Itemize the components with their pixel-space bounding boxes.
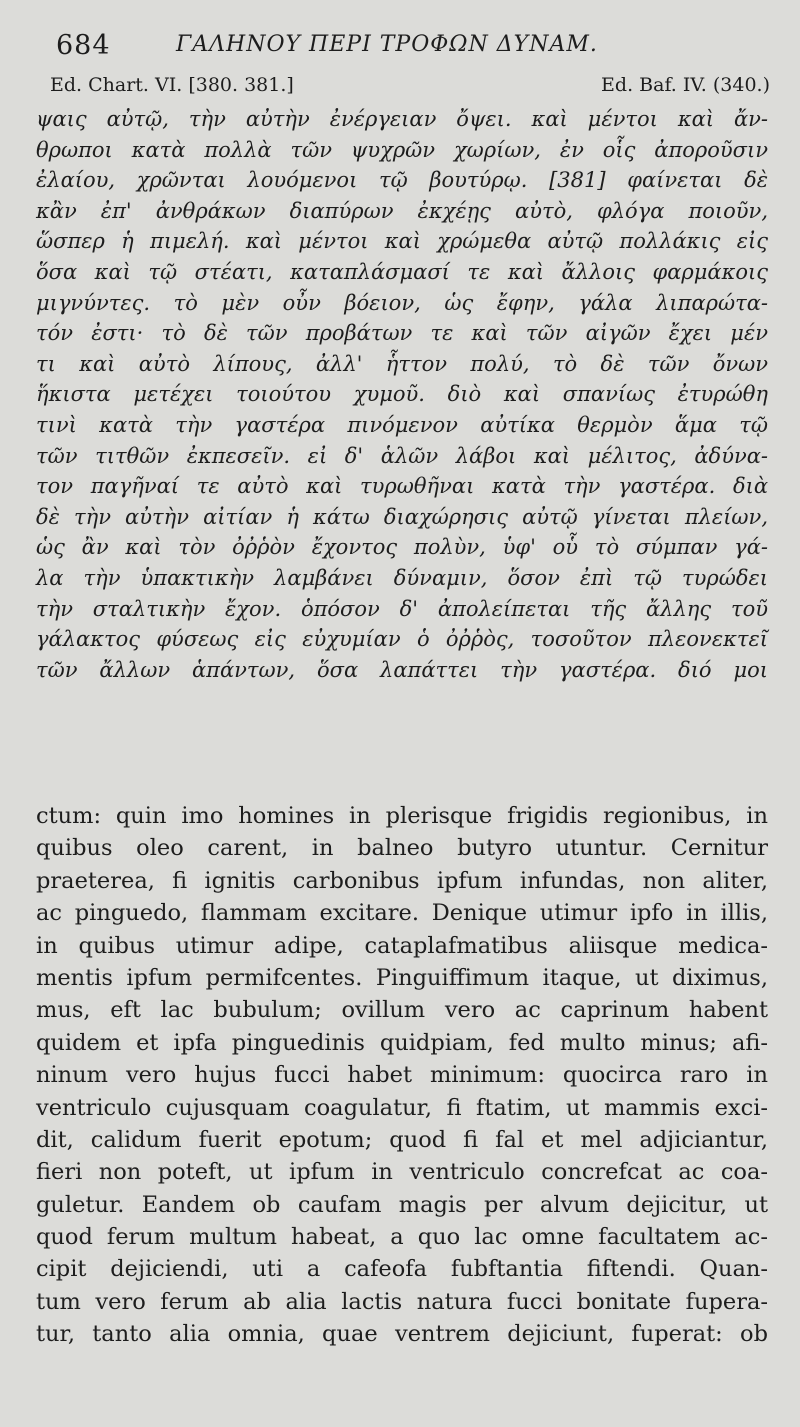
- edition-ref-chartier: Ed. Chart. VI. [380. 381.]: [50, 74, 294, 96]
- latin-line: ninum vero hujus fucci habet minimum: quocirca raro in: [36, 1062, 768, 1089]
- greek-line: κἂν ἐπ' ἀνθράκων διαπύρων ἐκχέῃς αὐτὸ, φλόγα ποιοῦν,: [36, 198, 768, 223]
- greek-line: δὲ τὴν αὐτὴν αἰτίαν ἡ κάτω διαχώρησις αὐτῷ γίνεται πλείων,: [36, 504, 768, 529]
- latin-line: tur, tanto alia omnia, quae ventrem dejiciunt, fuperat: ob: [36, 1321, 768, 1348]
- greek-line: ὡς ἂν καὶ τὸν ὀῤῥὸν ἔχοντος πολὺν, ὑφ' οὗ τὸ σύμπαν γά-: [36, 535, 768, 560]
- greek-line: τόν ἐστι· τὸ δὲ τῶν προβάτων τε καὶ τῶν αἰγῶν ἔχει μέν: [36, 321, 768, 346]
- greek-line: ἥκιστα μετέχει τοιούτου χυμοῦ. διὸ καὶ σπανίως ἐτυρώθη: [36, 382, 768, 407]
- running-title: ΓΑΛΗΝΟΥ ΠΕΡΙ ΤΡΟΦΩΝ ΔΥΝΑΜ.: [176, 32, 598, 57]
- edition-ref-basel: Ed. Baf. IV. (340.): [601, 74, 770, 96]
- greek-line: τῶν ἄλλων ἁπάντων, ὅσα λαπάττει τὴν γαστέρα. διό μοι: [36, 657, 768, 682]
- page-number: 684: [56, 30, 111, 61]
- latin-line: ctum: quin imo homines in plerisque frigidis regionibus, in: [36, 803, 768, 829]
- greek-line: γάλακτος φύσεως εἰς εὐχυμίαν ὁ ὀῤῥὸς, τοσοῦτον πλεονεκτεῖ: [36, 627, 768, 652]
- greek-line: τι καὶ αὐτὸ λίπους, ἀλλ' ἧττον πολύ, τὸ δὲ τῶν ὄνων: [36, 351, 768, 376]
- greek-line: ἐλαίου, χρῶνται λουόμενοι τῷ βουτύρῳ. [381] φαίνεται δὲ: [36, 168, 768, 193]
- latin-line: quidem et ipfa pinguedinis quidpiam, fed multo minus; afi-: [36, 1029, 768, 1056]
- latin-line: quod ferum multum habeat, a quo lac omne facultatem ac-: [36, 1224, 768, 1251]
- latin-text-block: [36, 800, 768, 1351]
- latin-line: dit, calidum fuerit epotum; quod fi fal et mel adjiciantur,: [36, 1126, 768, 1153]
- latin-line: fieri non poteft, ut ipfum in ventriculo concrefcat ac coa-: [36, 1159, 768, 1186]
- greek-line: τον παγῆναί τε αὐτὸ καὶ τυρωθῆναι κατὰ τὴν γαστέρα. διὰ: [36, 474, 768, 499]
- page-header: [34, 28, 774, 68]
- latin-line: ventriculo cujusquam coagulatur, fi ftatim, ut mammis exci-: [36, 1094, 768, 1121]
- greek-line: μιγνύντες. τὸ μὲν οὖν βόειον, ὡς ἔφην, γάλα λιπαρώτα-: [36, 290, 768, 315]
- greek-line: τῶν τιτθῶν ἐκπεσεῖν. εἰ δ' ἁλῶν λάβοι καὶ μέλιτος, ἀδύνα-: [36, 443, 768, 468]
- latin-line: in quibus utimur adipe, cataplafmatibus aliisque medica-: [36, 932, 768, 959]
- greek-line: τὴν σταλτικὴν ἔχον. ὁπόσον δ' ἀπολείπεται τῆς ἄλλης τοῦ: [36, 596, 768, 621]
- greek-line: ὅσα καὶ τῷ στέατι, καταπλάσμασί τε καὶ ἄλλοις φαρμάκοις: [36, 259, 768, 284]
- latin-line: cipit dejiciendi, uti a cafeofa fubftantia fiftendi. Quan-: [36, 1256, 768, 1283]
- latin-line: guletur. Eandem ob caufam magis per alvum dejicitur, ut: [36, 1191, 768, 1218]
- latin-line: tum vero ferum ab alia lactis natura fucci bonitate fupera-: [36, 1288, 768, 1315]
- greek-line: λα τὴν ὑπακτικὴν λαμβάνει δύναμιν, ὅσον ἐπὶ τῷ τυρώδει: [36, 565, 768, 590]
- greek-line: τινὶ κατὰ τὴν γαστέρα πινόμενον αὐτίκα θερμὸν ἅμα τῷ: [36, 412, 768, 437]
- latin-line: mentis ipfum permifcentes. Pinguiffimum itaque, ut diximus,: [36, 964, 768, 991]
- latin-line: ac pinguedo, flammam excitare. Denique utimur ipfo in illis,: [36, 900, 768, 927]
- edition-references: [50, 74, 770, 102]
- latin-line: mus, eft lac bubulum; ovillum vero ac caprinum habent: [36, 997, 768, 1024]
- greek-line: θρωποι κατὰ πολλὰ τῶν ψυχρῶν χωρίων, ἐν οἷς ἀποροῦσιν: [36, 137, 768, 162]
- latin-line: praeterea, fi ignitis carbonibus ipfum infundas, non aliter,: [36, 867, 768, 894]
- greek-line: ὥσπερ ἡ πιμελή. καὶ μέντοι καὶ χρώμεθα αὐτῷ πολλάκις εἰς: [36, 229, 768, 254]
- latin-line: quibus oleo carent, in balneo butyro utuntur. Cernitur: [36, 835, 768, 862]
- greek-line: ψαις αὐτῷ, τὴν αὐτὴν ἐνέργειαν ὄψει. καὶ μέντοι καὶ ἄν-: [36, 107, 768, 131]
- greek-text-block: [36, 104, 768, 685]
